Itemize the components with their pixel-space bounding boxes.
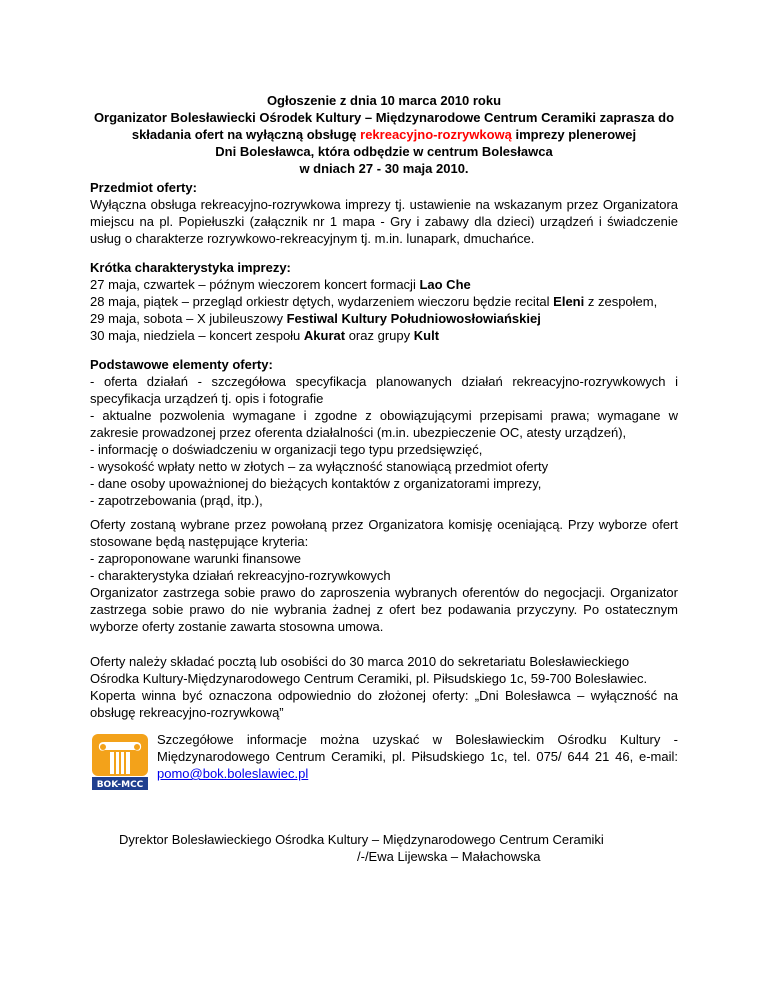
elements-item: - informację o doświadczeniu w organizacji tego typu przedsięwzięć, [90, 442, 483, 457]
announcement-header [90, 92, 678, 177]
header-date-line: Ogłoszenie z dnia 10 marca 2010 roku [266, 93, 502, 108]
header-offer-line: składania ofert na wyłączną obsługę rekreacyjno-rozrywkową imprezy plenerowej [131, 127, 637, 142]
reservation-text: Organizator zastrzega sobie prawo do zaproszenia wybranych oferentów do negocjacji. Organizator zastrzega sobie prawo do nie wybrania żadnej z ofert bez podawania przyczyny. Po ostatecznym wyborze oferty zostanie zawarta stosowna umowa. [90, 585, 678, 634]
elements-item: - dane osoby upoważnionej do bieżących kontaktów z organizatorami imprezy, [90, 476, 542, 491]
event-item-day1: 27 maja, czwartek – późnym wieczorem koncert formacji Lao Che [90, 277, 471, 292]
event-section [90, 259, 678, 344]
elements-section [90, 356, 678, 509]
email-link[interactable]: pomo@bok.boleslawiec.pl [157, 766, 309, 781]
subject-section [90, 179, 678, 247]
event-item-day4: 30 maja, niedziela – koncert zespołu Akurat oraz grupy Kult [90, 328, 440, 343]
elements-item: - wysokość wpłaty netto w złotych – za wyłączność stanowiącą przedmiot oferty [90, 459, 549, 474]
elements-item: - aktualne pozwolenia wymagane i zgodne z obowiązującymi przepisami prawa; wymagane w zakresie prowadzonej przez oferenta działalności (m.in. ubezpieczenie OC, atesty urządzeń), [90, 408, 678, 440]
highlight-red-text: rekreacyjno-rozrywkową [360, 127, 512, 142]
reservation-section [90, 584, 678, 635]
criteria-intro: Oferty zostaną wybrane przez powołaną przez Organizatora komisję oceniającą. Przy wyborze ofert stosowane będą następujące kryteria: [90, 517, 678, 549]
criteria-item: - zaproponowane warunki finansowe [90, 551, 302, 566]
criteria-item: - charakterystyka działań rekreacyjno-rozrywkowych [90, 568, 391, 583]
event-heading: Krótka charakterystyka imprezy: [90, 260, 291, 275]
elements-item: - zapotrzebowania (prąd, itp.), [90, 493, 263, 508]
header-organizer-line: Organizator Bolesławiecki Ośrodek Kultury – Międzynarodowe Centrum Ceramiki zaprasza do [93, 110, 675, 125]
subject-heading: Przedmiot oferty: [90, 180, 197, 195]
submission-envelope-text: Koperta winna być oznaczona odpowiednio do złożonej oferty: „Dni Bolesławca – wyłączność na obsługę rekreacyjno-rozrywkową” [90, 688, 678, 720]
column-logo-icon [90, 732, 150, 792]
bok-mcc-logo [90, 732, 150, 792]
signature-title: Dyrektor Bolesławieckiego Ośrodka Kultury – Międzynarodowego Centrum Ceramiki [119, 832, 604, 847]
event-item-day2: 28 maja, piątek – przegląd orkiestr dętych, wydarzeniem wieczoru będzie recital Eleni z zespołem, [90, 294, 658, 309]
elements-heading: Podstawowe elementy oferty: [90, 357, 273, 372]
elements-item: - oferta działań - szczegółowa specyfikacja planowanych działań rekreacyjno-rozrywkowych i specyfikacja urządzeń tj. opis i fotografie [90, 374, 678, 406]
header-dates-line: w dniach 27 - 30 maja 2010. [299, 161, 469, 176]
header-event-line: Dni Bolesławca, która odbędzie w centrum Bolesławca [215, 144, 553, 159]
criteria-section [90, 516, 678, 584]
subject-text: Wyłączna obsługa rekreacyjno-rozrywkowa imprezy tj. ustawienie na wskazanym przez Organizatora miejscu na pl. Popiełuszki (załącznik nr 1 mapa - Gry i zabawy dla dzieci) urządzeń i świadczenie usług o charakterze rozrywkowo-rekreacyjnym tj. m.in. lunapark, dmuchańce. [90, 197, 678, 246]
submission-section [90, 653, 678, 721]
signature-name: /-/Ewa Lijewska – Małachowska [357, 849, 541, 864]
submission-line: Ośrodka Kultury-Międzynarodowego Centrum Ceramiki, pl. Piłsudskiego 1c, 59-700 Bolesławiec. [90, 671, 648, 686]
event-item-day3: 29 maja, sobota – X jubileuszowy Festiwal Kultury Południowosłowiańskiej [90, 311, 541, 326]
contact-text: Szczegółowe informacje można uzyskać w Bolesławieckim Ośrodku Kultury - Międzynarodowego Centrum Ceramiki, pl. Piłsudskiego 1c, tel. 075/ 644 21 46, e-mail: [157, 732, 678, 764]
contact-info [157, 731, 678, 782]
submission-line: Oferty należy składać pocztą lub osobiści do 30 marca 2010 do sekretariatu Bolesławieckiego [90, 654, 630, 669]
logo-label: BOK-MCC [96, 780, 144, 790]
